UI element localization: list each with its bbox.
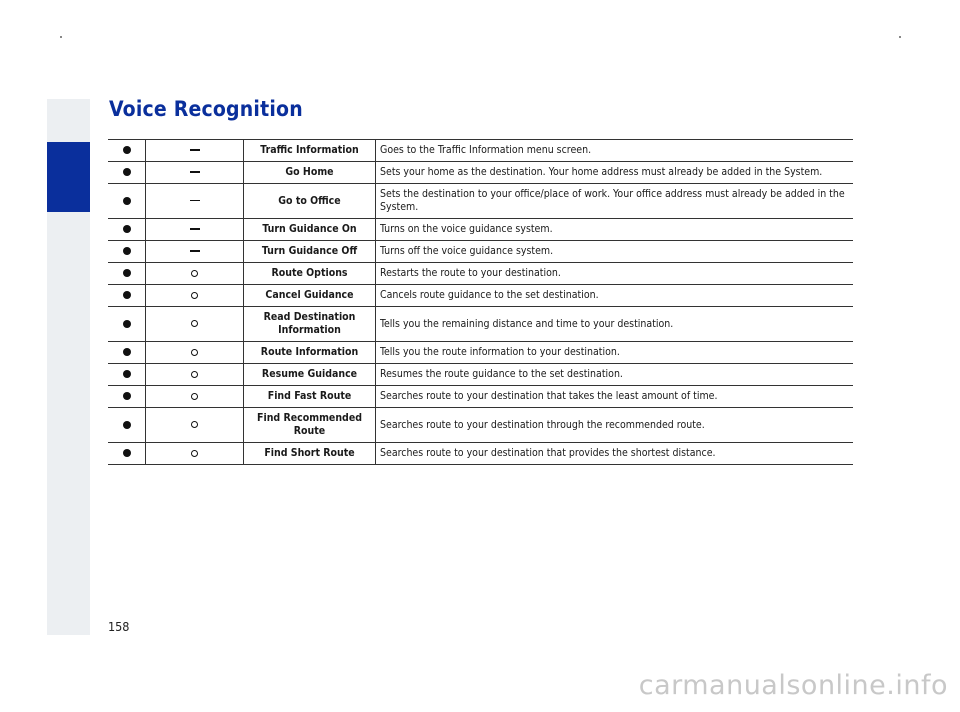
command-name: Traffic Information: [244, 140, 376, 162]
table-row: [108, 162, 853, 184]
command-name: Resume Guidance: [244, 364, 376, 386]
dash-icon: [190, 228, 200, 230]
guidance-state-cell: [146, 443, 244, 465]
command-name: Go to Office: [244, 184, 376, 219]
command-description: Searches route to your destination that provides the shortest distance.: [380, 447, 716, 459]
command-description: Restarts the route to your destination.: [380, 267, 561, 279]
command-description: Sets the destination to your office/place of work. Your office address must already be added in the System.: [380, 188, 845, 213]
command-name: Find Short Route: [244, 443, 376, 465]
guidance-state-cell: [146, 408, 244, 443]
command-name: Find Fast Route: [244, 386, 376, 408]
table-row: [108, 408, 853, 443]
dash-icon: [190, 200, 200, 202]
table-row: [108, 140, 853, 162]
hollow-circle-icon: [191, 421, 198, 428]
filled-dot-icon: [123, 291, 131, 299]
hollow-circle-icon: [191, 450, 198, 457]
crop-mark-left: [60, 36, 62, 38]
dash-icon: [190, 171, 200, 173]
guidance-state-cell: [146, 285, 244, 307]
table-row: [108, 241, 853, 263]
availability-cell: [108, 184, 146, 219]
availability-cell: [108, 285, 146, 307]
table-row: [108, 285, 853, 307]
filled-dot-icon: [123, 225, 131, 233]
availability-cell: [108, 443, 146, 465]
filled-dot-icon: [123, 370, 131, 378]
table-row: [108, 342, 853, 364]
guidance-state-cell: [146, 140, 244, 162]
section-tab-marker: [47, 142, 90, 212]
command-name: Turn Guidance Off: [244, 241, 376, 263]
filled-dot-icon: [123, 197, 131, 205]
command-description: Cancels route guidance to the set destination.: [380, 289, 599, 301]
crop-mark-right: [899, 36, 901, 38]
filled-dot-icon: [123, 348, 131, 356]
availability-cell: [108, 342, 146, 364]
availability-cell: [108, 140, 146, 162]
command-name: Route Options: [244, 263, 376, 285]
availability-cell: [108, 241, 146, 263]
page-title: Voice Recognition: [109, 97, 303, 121]
availability-cell: [108, 386, 146, 408]
table-row: [108, 386, 853, 408]
command-name: Cancel Guidance: [244, 285, 376, 307]
guidance-state-cell: [146, 241, 244, 263]
command-description: Turns on the voice guidance system.: [380, 223, 553, 235]
filled-dot-icon: [123, 168, 131, 176]
command-description: Tells you the remaining distance and time to your destination.: [380, 317, 674, 330]
hollow-circle-icon: [191, 320, 198, 327]
command-description: Resumes the route guidance to the set destination.: [380, 368, 623, 380]
table-row: [108, 219, 853, 241]
table-row: [108, 184, 853, 219]
table-row: [108, 364, 853, 386]
availability-cell: [108, 263, 146, 285]
command-name: Turn Guidance On: [244, 219, 376, 241]
hollow-circle-icon: [191, 292, 198, 299]
guidance-state-cell: [146, 364, 244, 386]
voice-command-table: [108, 139, 853, 465]
command-description: Searches route to your destination that takes the least amount of time.: [380, 390, 718, 402]
hollow-circle-icon: [191, 270, 198, 277]
availability-cell: [108, 307, 146, 342]
command-description: Searches route to your destination through the recommended route.: [380, 418, 705, 431]
hollow-circle-icon: [191, 371, 198, 378]
guidance-state-cell: [146, 219, 244, 241]
availability-cell: [108, 364, 146, 386]
guidance-state-cell: [146, 162, 244, 184]
command-name: Go Home: [244, 162, 376, 184]
command-name: Route Information: [244, 342, 376, 364]
command-name: Find Recommended Route: [244, 408, 376, 443]
page-number: 158: [108, 619, 130, 634]
filled-dot-icon: [123, 146, 131, 154]
availability-cell: [108, 219, 146, 241]
command-name: Read Destination Information: [244, 307, 376, 342]
command-description: Turns off the voice guidance system.: [380, 245, 554, 257]
hollow-circle-icon: [191, 349, 198, 356]
guidance-state-cell: [146, 386, 244, 408]
guidance-state-cell: [146, 342, 244, 364]
filled-dot-icon: [123, 320, 131, 328]
table-row: [108, 443, 853, 465]
filled-dot-icon: [123, 269, 131, 277]
filled-dot-icon: [123, 392, 131, 400]
hollow-circle-icon: [191, 393, 198, 400]
availability-cell: [108, 162, 146, 184]
guidance-state-cell: [146, 263, 244, 285]
command-description: Sets your home as the destination. Your home address must already be added in the System.: [380, 166, 823, 178]
dash-icon: [190, 250, 200, 252]
watermark: carmanualsonline.info: [638, 670, 948, 701]
filled-dot-icon: [123, 247, 131, 255]
guidance-state-cell: [146, 307, 244, 342]
command-description: Goes to the Traffic Information menu screen.: [380, 144, 592, 156]
table-row: [108, 263, 853, 285]
filled-dot-icon: [123, 421, 131, 429]
availability-cell: [108, 408, 146, 443]
command-description: Tells you the route information to your destination.: [380, 346, 620, 358]
dash-icon: [190, 149, 200, 151]
table-row: [108, 307, 853, 342]
guidance-state-cell: [146, 184, 244, 219]
filled-dot-icon: [123, 449, 131, 457]
